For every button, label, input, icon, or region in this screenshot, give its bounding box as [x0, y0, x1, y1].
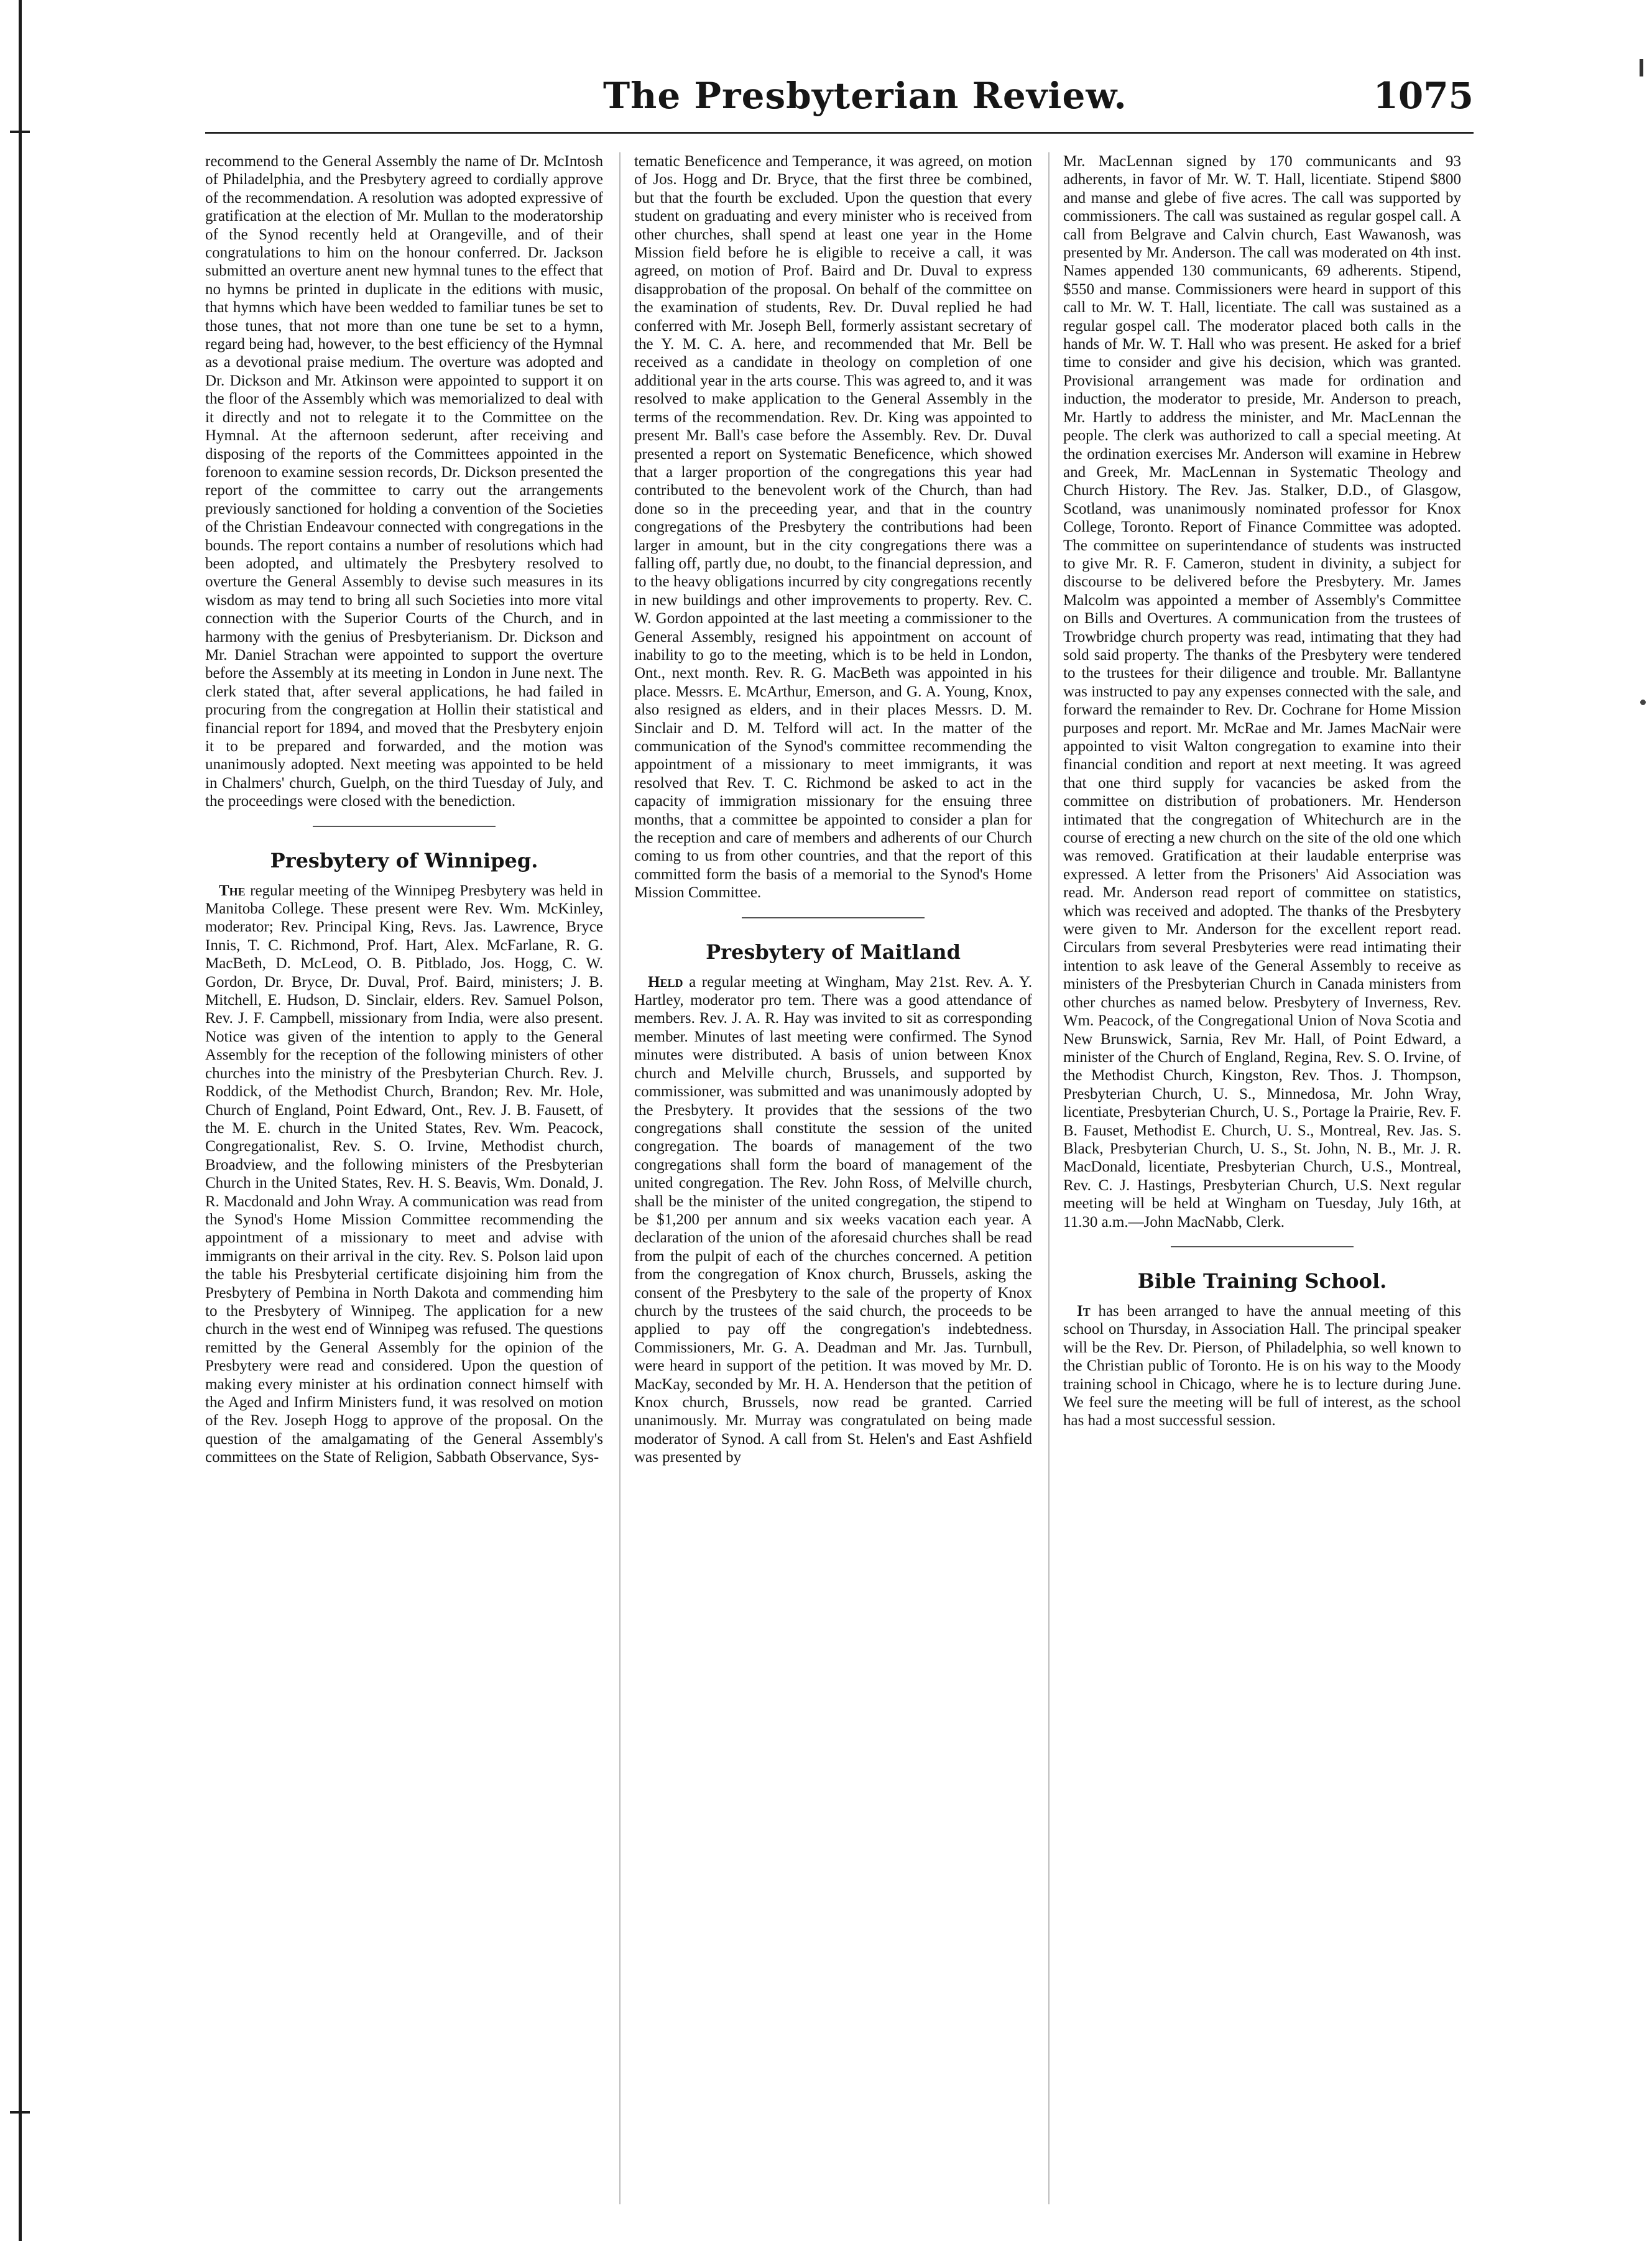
paragraph-text: a regular meeting at Wingham, May 21st. Rev. A. Y. Hartley, moderator pro tem. There was a good attendance of members. Rev. J. A. R. Hay was invited to sit as corresponding member. Minutes of last meeting were confirmed. The Synod minutes were distributed. A basis of union between Knox church and Melville church, Brussels, and supported by commissioner, was submitted and was unanimously adopted by the Presbytery. It provides that the sessions of the two congregations shall constitute the session of the united congregation. The boards of management of the two congregations shall form the board of management of the united congregation. The Rev. John Ross, of Melville church, shall be the minister of the united congregation, the stipend to be $1,200 per annum and six weeks vacation each year. A declaration of the union of the aforesaid churches shall be read from the pulpit of each of the churches concerned. A petition from the congregation of Knox church, Brussels, asking the consent of the Presbytery to the sale of the property of Knox church by the trustees of the said church, the proceeds to be applied to pay off the congregation's indebtedness. Commissioners, Mr. G. A. Deadman and Mr. Jas. Turnbull, were heard in support of the petition. It was moved by Mr. D. MacKay, seconded by Mr. H. A. Henderson that the petition of Knox church, Brussels, now read be granted. Carried unanimously. Mr. Murray was congratulated on being made moderator of Synod. A call from St. Helen's and East Ashfield was presented by — [634, 973, 1032, 1466]
scan-artifact-dot — [1640, 700, 1646, 705]
section-title-maitland: Presbytery of Maitland — [706, 940, 961, 964]
header-rule — [205, 132, 1474, 134]
page-header — [205, 75, 1474, 143]
paragraph-text: has been arranged to have the annual meeting of this school on Thursday, in Association Hall. The principal speaker will be the Rev. Dr. Pierson, of Philadelphia, so well known to the Christian public of Toronto. He is on his way to the Moody training school in Chicago, where he is to lecture during June. We feel sure the meeting will be full of interest, as the school has had a most successful session. — [1063, 1302, 1461, 1430]
article-paragraph: Mr. MacLennan signed by 170 communicants and 93 adherents, in favor of Mr. W. T. Hall, licentiate. Stipend $800 and manse and glebe of five acres. The call was supported by commissioners. The call was sustained as regular gospel call. A call from Belgrave and Calvin church, East Wawanosh, was presented by Mr. Anderson. The call was moderated on 4th inst. Names appended 130 communicants, 69 adherents. Stipend, $550 and manse. Commissioners were heard in support of this call to Mr. W. T. Hall, licentiate. The call was sustained as a regular gospel call. The moderator placed both calls in the hands of Mr. W. T. Hall who was present. He asked for a brief time to consider and give his decision, which was granted. Provisional arrangement was made for ordination and induction, the moderator to preside, Mr. Anderson to preach, Mr. Hartly to address the minister, and Mr. MacLennan the people. The clerk was authorized to call a special meeting. At the ordination exercises Mr. Anderson will examine in Hebrew and Greek, Mr. MacLennan in Systematic Theology and Church History. The Rev. Jas. Stalker, D.D., of Glasgow, Scotland, was unanimously nominated professor for Knox College, Toronto. Report of Finance Committee was adopted. The committee on superintendance of students was instructed to give Mr. R. F. Cameron, student in divinity, a subject for discourse to be delivered before the Presbytery. Mr. James Malcolm was appointed a member of Assembly's Committee on Bills and Overtures. A communication from the trustees of Trowbridge church property was read, intimating that they had sold said property. The thanks of the Presbytery were tendered to the trustees for their diligence and trouble. Mr. Ballantyne was instructed to pay any expenses connected with the sale, and forward the remainder to Rev. Dr. Cochrane for Home Mission purposes and report. Mr. McRae and Mr. James MacNair were appointed to visit Walton congregation to examine into their financial condition and report at next meeting. It was agreed that one third supply for vacancies be asked from the committee on distribution of probationers. Mr. Henderson intimated that the congregation of Whitechurch are in the course of erecting a new church on the site of the old one which was removed. Gratification at their laudable enterprise was expressed. A letter from the Prisoners' Aid Association was read. Mr. Anderson read report of committee on statistics, which was received and adopted. The thanks of the Presbytery were given to Mr. Anderson for the excellent report read. Circulars from several Presbyteries were read intimating their intention to ask leave of the General Assembly to receive as ministers of the Presbyterian Church in Canada ministers from other churches as named below. Presbytery of Inverness, Rev. Wm. Peacock, of the Congregational Union of Nova Scotia and New Brunswick, Sarnia, Rev Mr. Hall, of Point Edward, a minister of the Church of England, Regina, Rev. S. O. Irvine, of the Methodist Church, Kingston, Rev. Thos. J. Thompson, Presbyterian Church, U. S., Minnedosa, Mr. John Wray, licentiate, Presbyterian Church, U. S., Portage la Prairie, Rev. F. B. Fauset, Methodist E. Church, U. S., Montreal, Rev. Jas. S. Black, Presbyterian Church, U. S., St. John, N. B., Mr. J. R. MacDonald, licentiate, Presbyterian Church, U.S., Montreal, Rev. C. J. Hastings, Presbyterian Church, U.S. Next regular meeting will be held at Wingham on Tuesday, July 16th, at 11.30 a.m.—John MacNabb, Clerk. — [1063, 153, 1461, 1231]
page-number: 1075 — [1373, 75, 1474, 117]
article-paragraph: recommend to the General Assembly the name of Dr. McIntosh of Philadelphia, and the Presbytery agreed to cordially approve of the recommendation. A resolution was adopted expressive of gratification at the election of Mr. Mullan to the moderatorship of the Synod recently held at Orangeville, and of their congratulations to him on the honour conferred. Dr. Jackson submitted an overture anent new hymnal tunes to the effect that no hymns be printed in duplicate in the editions with music, that hymns which have been wedded to familiar tunes be set to those tunes, that not more than one tune be set to a hymn, regard being had, however, to the best efficiency of the Hymnal as a devotional praise medium. The overture was adopted and Dr. Dickson and Mr. Atkinson were appointed to support it on the floor of the Assembly which was memorialized to deal with it directly and not to relegate it to the Committee on the Hymnal. At the afternoon sederunt, after receiving and disposing of the reports of the Committees appointed in the forenoon to examine session records, Dr. Dickson presented the report of the committee to carry out the arrangements previously sanctioned for holding a convention of the Societies of the Christian Endeavour connected with congregations in the bounds. The report contains a number of resolutions which had been adopted, and ultimately the Presbytery resolved to overture the General Assembly to devise such measures in its wisdom as may tend to bring all such Societies into more vital connection with the Superior Courts of the Church, and in harmony with the genius of Presbyterianism. Dr. Dickson and Mr. Daniel Strachan were appointed to support the overture before the Assembly at its meeting in London in June next. The clerk stated that, after several applications, he had failed in procuring from the congregation at Hollin their statistical and financial report for 1894, and moved that the Presbytery enjoin it to be prepared and forwarded, and the motion was unanimously adopted. Next meeting was appointed to be held in Chalmers' church, Guelph, on the third Tuesday of July, and the proceedings were closed with the benediction. — [205, 153, 603, 810]
binding-tick — [10, 2111, 30, 2114]
section-title-bible-training-school: Bible Training School. — [1137, 1268, 1387, 1293]
lead-word: Held — [648, 973, 683, 991]
section-divider — [742, 917, 925, 918]
lead-word: The — [219, 882, 246, 899]
paragraph-text: regular meeting of the Winnipeg Presbytery was held in Manitoba College. These present were Rev. Wm. McKinley, moderator; Rev. Principal King, Revs. Jas. Lawrence, Bryce Innis, T. C. Richmond, Prof. Hart, Alex. McFarlane, R. G. MacBeth, D. McLeod, O. B. Pitblado, Jos. Hogg, C. W. Gordon, Dr. Bryce, Dr. Duval, Prof. Baird, ministers; J. B. Mitchell, E. Hudson, D. Sinclair, elders. Rev. Samuel Polson, Rev. J. F. Campbell, missionary from India, were also present. Notice was given of the intention to apply to the General Assembly for the reception of the following ministers of other churches into the ministry of the Presbyterian Church. Rev. J. Roddick, of the Methodist Church, Brandon; Rev. Mr. Hole, Church of England, Point Edward, Ont., Rev. J. B. Fausett, of the M. E. church in the United States, Rev. Wm. Peacock, Congregationalist, Rev. S. O. Irvine, Methodist church, Broadview, and the following ministers of the Presbyterian Church in the United States, Rev. H. S. Beavis, Wm. Donald, J. R. Macdonald and John Wray. A communication was read from the Synod's Home Mission Committee recommending the appointment of a missionary to meet and advise with immigrants on their arrival in the city. Rev. S. Polson laid upon the table his Presbyterial certificate disjoining him from the Presbytery of Pembina in North Dakota and commending him to the Presbytery of Winnipeg. The application for a new church in the west end of Winnipeg was refused. The questions remitted by the General Assembly for the opinion of the Presbytery were read and considered. Upon the question of making every minister at his ordination connect himself with the Aged and Infirm Ministers fund, it was resolved on motion of the Rev. Joseph Hogg to approve of the proposal. On the question of the amalgamating of the General Assembly's committees on the State of Religion, Sabbath Observance, Sys- — [205, 882, 603, 1466]
column-rule — [1048, 152, 1050, 2204]
article-paragraph — [1063, 1302, 1461, 1430]
running-head: The Presbyterian Review. — [603, 75, 1127, 117]
article-paragraph: tematic Beneficence and Temperance, it was agreed, on motion of Jos. Hogg and Dr. Bryce, that the first three be combined, but that the fourth be excluded. Upon the question that every student on graduating and every minister who is received from other churches, shall spend at least one year in the Home Mission field before he is eligible to receive a call, it was agreed, on motion of Prof. Baird and Dr. Duval to express disapprobation of the proposal. On behalf of the committee on the examination of students, Rev. Dr. Duval replied he had conferred with Mr. Joseph Bell, formerly assistant secretary of the Y. M. C. A. here, and recommended that Mr. Bell be received as a candidate in theology on completion of one additional year in the arts course. This was agreed to, and it was resolved to make application to the General Assembly in the terms of the recommendation. Rev. Dr. King was appointed to present Mr. Ball's case before the Assembly. Rev. Dr. Duval presented a report on Systematic Beneficence, which showed that a larger proportion of the congregations this year had contributed to the benevolent work of the Church, than had done so in the preceeding year, and that in the country congregations of the Presbytery the contributions had been larger in amount, but in the city congregations there was a falling off, partly due, no doubt, to the financial depression, and to the heavy obligations incurred by city congregations recently in new buildings and other improvements to property. Rev. C. W. Gordon appointed at the last meeting a commissioner to the General Assembly, resigned his appointment on account of inability to go to the meeting, which is to be held in London, Ont., next month. Rev. R. G. MacBeth was appointed in his place. Messrs. E. McArthur, Emerson, and G. A. Young, Knox, also resigned as elders, and in their places Messrs. D. M. Sinclair and D. M. Telford will act. In the matter of the communication of the Synod's committee recommending the appointment of a missionary to meet immigrants, it was resolved that Rev. T. C. Richmond be asked to act in the capacity of immigration missionary for the ensuing three months, that a committee be appointed to consider a plan for the reception and care of members and adherents of our Church coming to us from other countries, and that the report of this committed form the basis of a memorial to the Synod's Home Mission Committee. — [634, 153, 1032, 902]
column-3 — [1063, 152, 1461, 2204]
article-paragraph — [634, 973, 1032, 1467]
article-paragraph — [205, 882, 603, 1467]
page-binding-edge — [19, 0, 22, 2241]
section-divider — [313, 826, 496, 827]
column-1 — [205, 152, 603, 2204]
binding-tick — [10, 131, 30, 133]
section-title-winnipeg: Presbytery of Winnipeg. — [270, 848, 538, 872]
scan-artifact-mark — [1640, 59, 1643, 76]
section-divider — [1171, 1246, 1354, 1247]
column-rule — [619, 152, 621, 2204]
lead-word: It — [1077, 1302, 1091, 1319]
column-2 — [634, 152, 1032, 2204]
